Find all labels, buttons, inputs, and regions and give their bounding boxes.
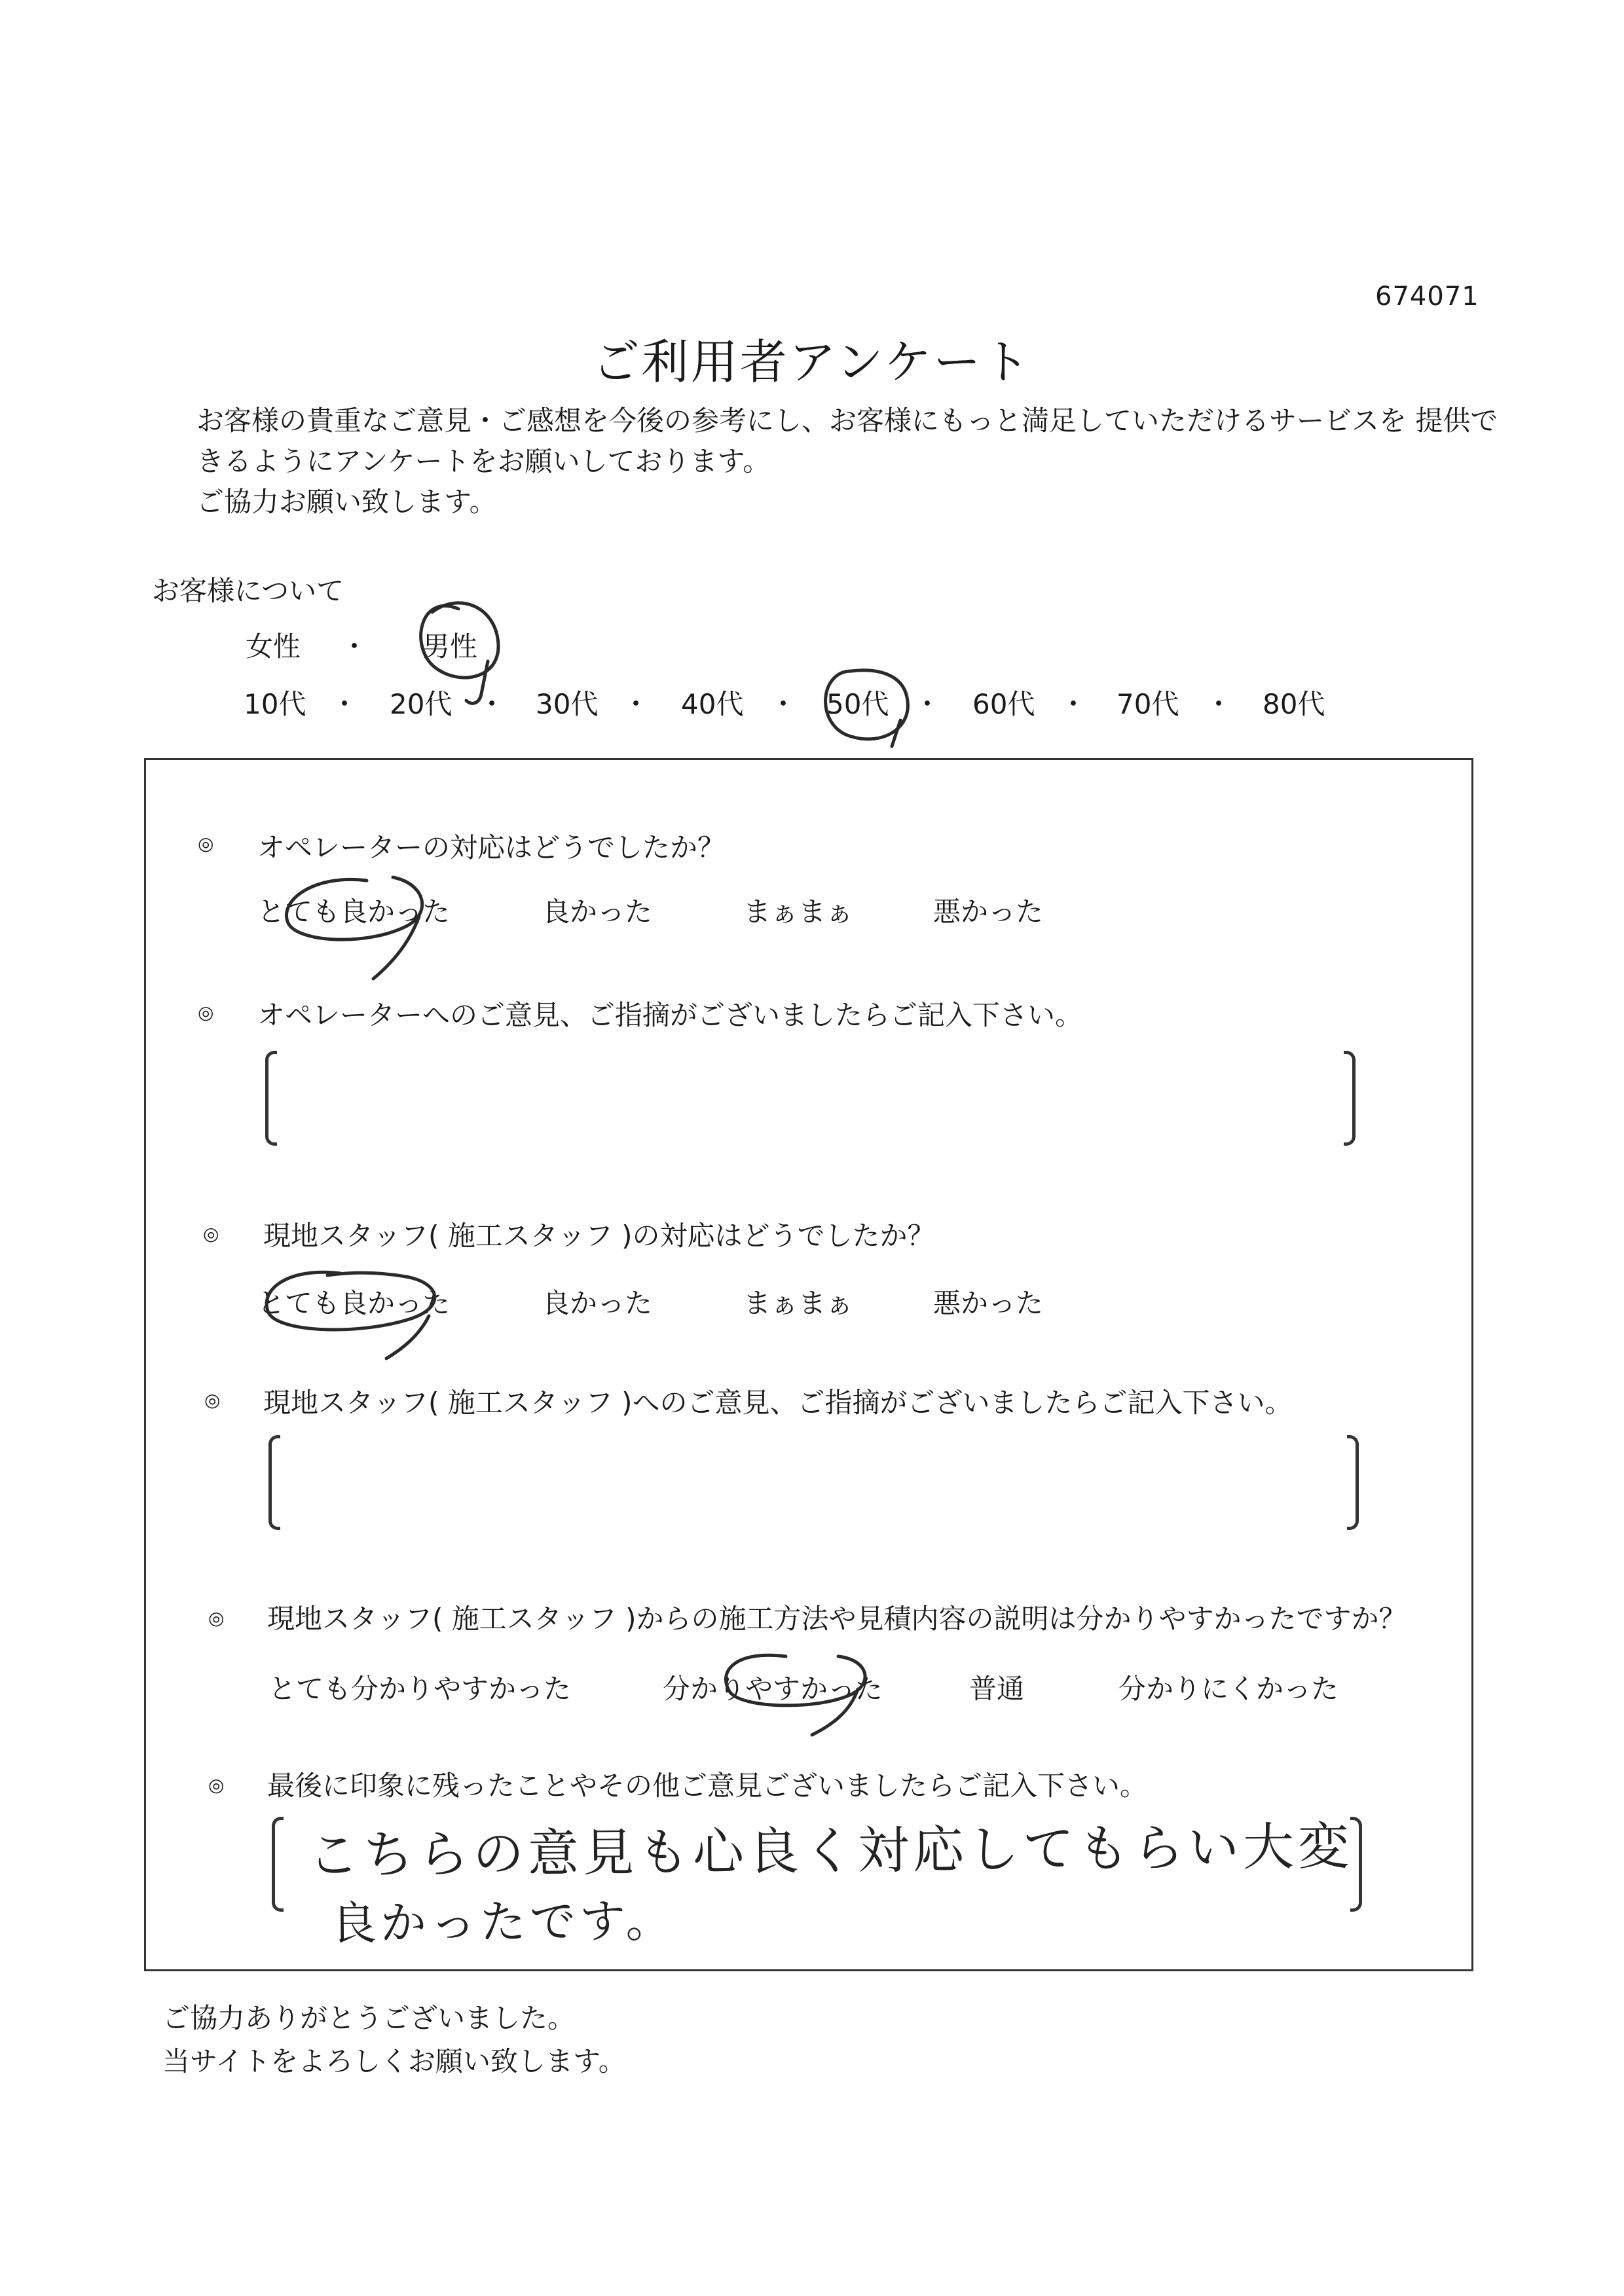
customer-section-label: お客様について <box>152 575 344 607</box>
separator: ・ <box>341 630 369 663</box>
q6-handwritten-answer-line-2[interactable]: 良かったです。 <box>330 1893 676 1951</box>
page-title: ご利用者アンケート <box>592 335 1032 390</box>
q5-option-normal[interactable]: 普通 <box>969 1673 1025 1705</box>
bullet-icon: ◎ <box>198 1002 214 1023</box>
q6-handwritten-answer-line-1[interactable]: こちらの意見も心良く対応してもらい大変 <box>307 1817 1354 1886</box>
bullet-icon: ◎ <box>204 1389 221 1411</box>
question-4: 現地スタッフ( 施工スタッフ )へのご意見、ご指摘がございましたらご記入下さい。 <box>263 1387 1293 1419</box>
age-option-10s[interactable]: 10代 <box>244 688 306 720</box>
answer-bracket-right <box>1347 1435 1359 1530</box>
answer-bracket-right <box>1344 1051 1356 1146</box>
age-option-50s[interactable]: 50代 <box>826 688 889 720</box>
question-1: オペレーターの対応はどうでしたか？ <box>257 831 726 864</box>
q3-option-average[interactable]: まぁまぁ <box>743 1287 854 1319</box>
age-option-30s[interactable]: 30代 <box>536 688 599 720</box>
gender-option-male[interactable]: 男性 <box>422 630 478 663</box>
separator: ・ <box>1205 688 1233 720</box>
answer-bracket-left <box>272 1817 284 1912</box>
q5-option-clear[interactable]: 分かりやすかった <box>663 1673 883 1705</box>
bullet-icon: ◎ <box>208 1774 225 1796</box>
closing-text <box>162 1997 626 2083</box>
q5-option-very-clear[interactable]: とても分かりやすかった <box>268 1673 572 1705</box>
closing-line-1: ご協力ありがとうございました。 <box>162 2002 576 2034</box>
q1-option-average[interactable]: まぁまぁ <box>743 896 854 928</box>
q1-option-very-good[interactable]: とても良かった <box>257 896 451 928</box>
q3-option-bad[interactable]: 悪かった <box>933 1287 1044 1319</box>
question-6: 最後に印象に残ったことやその他ご意見ございましたらご記入下さい。 <box>267 1770 1148 1802</box>
question-3: 現地スタッフ( 施工スタッフ )の対応はどうでしたか？ <box>263 1220 935 1252</box>
separator: ・ <box>769 688 798 720</box>
gender-option-female[interactable]: 女性 <box>246 630 301 663</box>
bullet-icon: ◎ <box>208 1607 225 1629</box>
age-option-70s[interactable]: 70代 <box>1116 688 1179 720</box>
separator: ・ <box>478 688 506 720</box>
age-option-80s[interactable]: 80代 <box>1263 688 1325 720</box>
intro-line-2: きるようにアンケートをお願いしております。 <box>196 445 771 477</box>
q1-option-bad[interactable]: 悪かった <box>933 896 1044 928</box>
q3-option-very-good[interactable]: とても良かった <box>257 1287 451 1319</box>
q1-option-good[interactable]: 良かった <box>542 896 653 928</box>
bullet-icon: ◎ <box>198 833 214 854</box>
question-2: オペレーターへのご意見、ご指摘がございましたらご記入下さい。 <box>257 999 1083 1031</box>
separator: ・ <box>622 688 650 720</box>
separator: ・ <box>1060 688 1088 720</box>
intro-line-1: お客様の貴重なご意見・ご感想を今後の参考にし、お客様にもっと満足していただけるサービスを 提供で <box>196 405 1498 437</box>
separator: ・ <box>331 688 359 720</box>
age-option-60s[interactable]: 60代 <box>972 688 1035 720</box>
answer-bracket-left <box>265 1051 277 1146</box>
answer-bracket-left <box>268 1435 280 1530</box>
closing-line-2: 当サイトをよろしくお願い致します。 <box>162 2045 626 2077</box>
document-id: 674071 <box>1375 282 1479 312</box>
q5-option-unclear[interactable]: 分かりにくかった <box>1118 1673 1339 1705</box>
q3-option-good[interactable]: 良かった <box>542 1287 653 1319</box>
separator: ・ <box>913 688 942 720</box>
intro-text <box>196 401 1498 522</box>
question-5: 現地スタッフ( 施工スタッフ )からの施工方法や見積内容の説明は分かりやすかったですか？ <box>267 1603 1407 1635</box>
bullet-icon: ◎ <box>203 1223 219 1245</box>
age-option-20s[interactable]: 20代 <box>390 688 452 720</box>
age-option-40s[interactable]: 40代 <box>681 688 744 720</box>
intro-line-3: ご協力お願い致します。 <box>196 486 497 518</box>
